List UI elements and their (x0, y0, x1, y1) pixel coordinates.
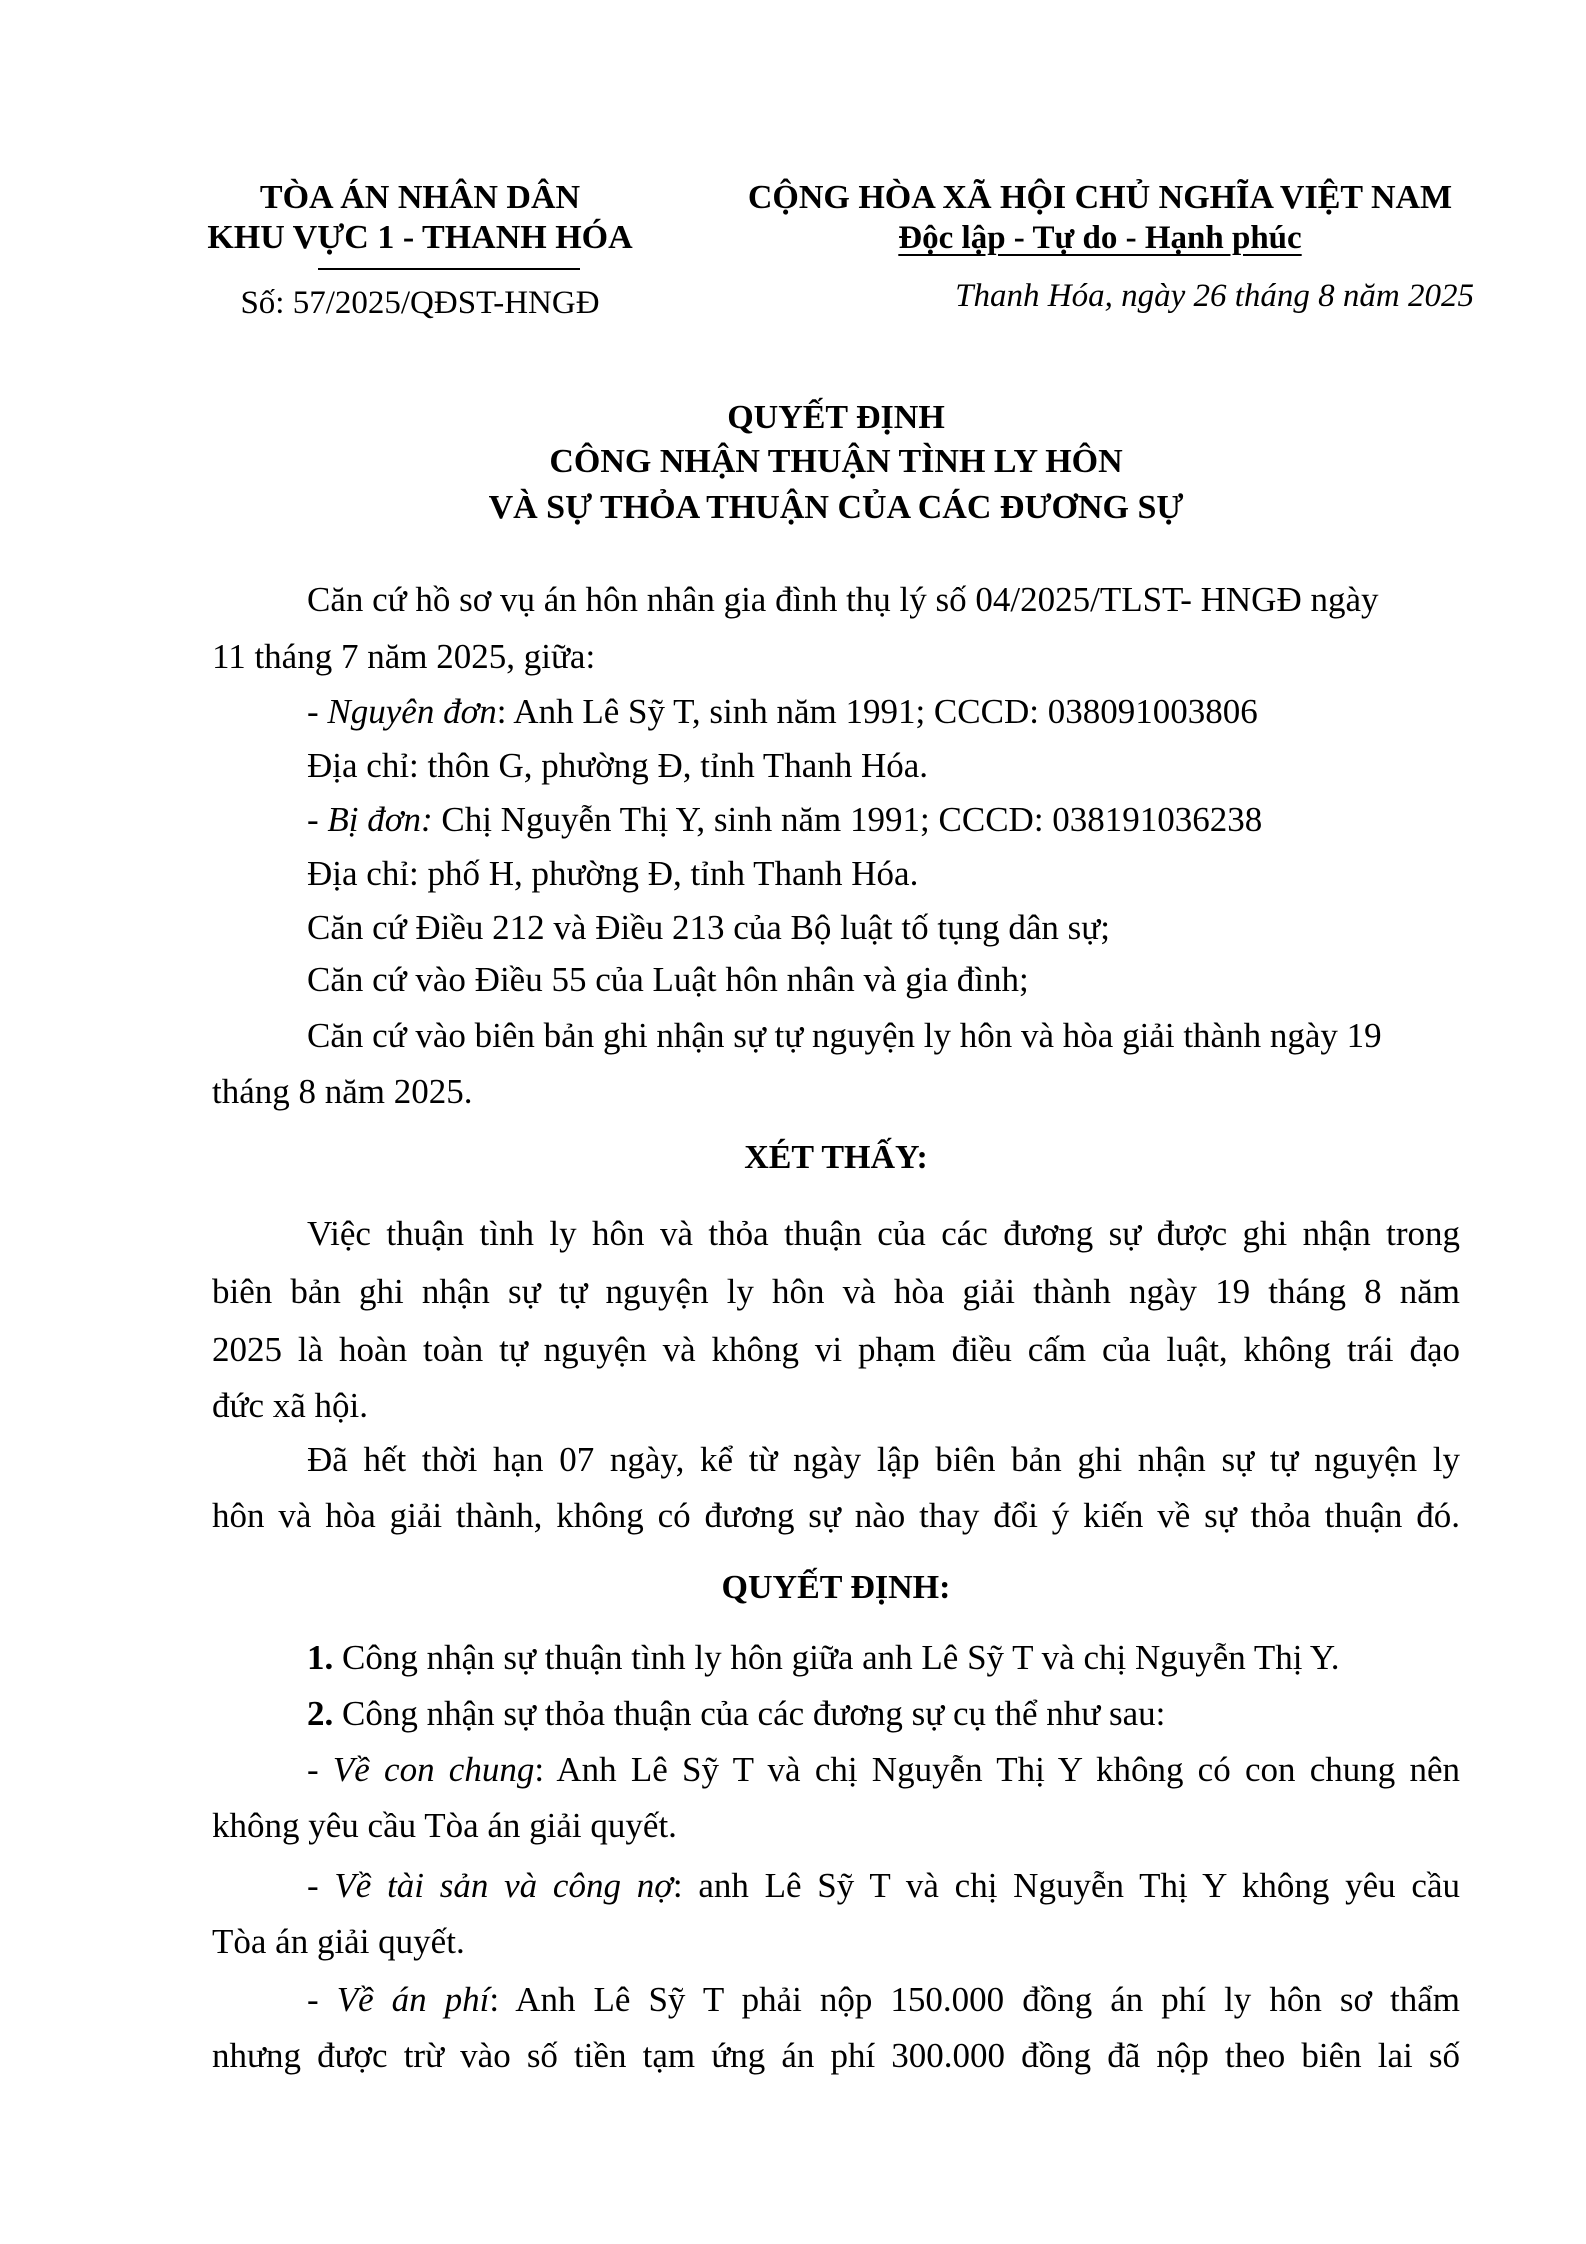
plaintiff-text: : Anh Lê Sỹ T, sinh năm 1991; CCCD: 038091003806 (496, 692, 1258, 731)
findings-heading: XÉT THẤY: (744, 1139, 928, 1176)
item1-text: Công nhận sự thuận tình ly hôn giữa anh Lê Sỹ T và chị Nguyễn Thị Y. (333, 1638, 1340, 1677)
fee-line1 (307, 1980, 1460, 2020)
findings-p2-line2: hôn và hòa giải thành, không có đương sự nào thay đổi ý kiến về sự thỏa thuận đó. (212, 1496, 1460, 1535)
defendant-prefix: - (307, 800, 328, 839)
defendant-text: Chị Nguyễn Thị Y, sinh năm 1991; CCCD: 038191036238 (432, 800, 1263, 839)
document-number: Số: 57/2025/QĐST-HNGĐ (240, 285, 600, 321)
plaintiff-prefix: - (307, 692, 328, 731)
assets-text: : anh Lê Sỹ T và chị Nguyễn Thị Y không yêu cầu (672, 1866, 1460, 1905)
fee-text: : Anh Lê Sỹ T phải nộp 150.000 đồng án phí ly hôn sơ thẩm (489, 1980, 1460, 2019)
children-prefix: - (307, 1750, 333, 1789)
children-line2: không yêu cầu Tòa án giải quyết. (212, 1806, 677, 1845)
record-basis-line2: tháng 8 năm 2025. (212, 1072, 473, 1111)
children-label: Về con chung (332, 1750, 535, 1789)
decision-heading: QUYẾT ĐỊNH: (721, 1569, 951, 1606)
law-basis-1: Căn cứ Điều 212 và Điều 213 của Bộ luật tố tụng dân sự; (307, 908, 1110, 947)
court-name-underline (318, 268, 580, 270)
assets-prefix: - (307, 1866, 335, 1905)
decision-item-1 (307, 1638, 1339, 1678)
court-name-line1: TÒA ÁN NHÂN DÂN (259, 179, 581, 216)
fee-prefix: - (307, 1980, 337, 2019)
plaintiff-line (307, 692, 1258, 732)
defendant-line (307, 800, 1262, 840)
place-date: Thanh Hóa, ngày 26 tháng 8 năm 2025 (955, 278, 1474, 314)
item2-text: Công nhận sự thỏa thuận của các đương sự cụ thể như sau: (333, 1694, 1166, 1733)
court-name-line2: KHU VỰC 1 - THANH HÓA (207, 219, 633, 256)
defendant-label: Bị đơn: (327, 800, 433, 839)
record-basis-line1: Căn cứ vào biên bản ghi nhận sự tự nguyện ly hôn và hòa giải thành ngày 19 (307, 1016, 1382, 1055)
fee-line2: nhưng được trừ vào số tiền tạm ứng án phí 300.000 đồng đã nộp theo biên lai số (212, 2036, 1460, 2075)
motto-text: Độc lập - Tự do - Hạnh phúc (898, 220, 1302, 256)
children-text: : Anh Lê Sỹ T và chị Nguyễn Thị Y không có con chung nên (534, 1750, 1461, 1789)
assets-line1 (307, 1866, 1460, 1906)
children-line1 (307, 1750, 1460, 1790)
law-basis-2: Căn cứ vào Điều 55 của Luật hôn nhân và gia đình; (307, 960, 1029, 999)
item2-number: 2. (307, 1694, 334, 1733)
findings-p2-line1: Đã hết thời hạn 07 ngày, kể từ ngày lập biên bản ghi nhận sự tự nguyện ly (307, 1440, 1460, 1479)
title-line1: QUYẾT ĐỊNH (727, 399, 945, 436)
case-basis-line2: 11 tháng 7 năm 2025, giữa: (212, 637, 596, 676)
plaintiff-address: Địa chỉ: thôn G, phường Đ, tỉnh Thanh Hóa. (307, 746, 929, 785)
defendant-address: Địa chỉ: phố H, phường Đ, tỉnh Thanh Hóa. (307, 854, 919, 893)
national-motto (720, 218, 1480, 258)
findings-p1-line1: Việc thuận tình ly hôn và thỏa thuận của các đương sự được ghi nhận trong (307, 1214, 1460, 1253)
assets-label: Về tài sản và công nợ (334, 1866, 673, 1905)
title-line3: VÀ SỰ THỎA THUẬN CỦA CÁC ĐƯƠNG SỰ (488, 489, 1184, 526)
country-name: CỘNG HÒA XÃ HỘI CHỦ NGHĨA VIỆT NAM (747, 179, 1453, 216)
findings-p1-line3: 2025 là hoàn toàn tự nguyện và không vi phạm điều cấm của luật, không trái đạo (212, 1330, 1460, 1369)
item1-number: 1. (307, 1638, 334, 1677)
decision-item-2 (307, 1694, 1165, 1734)
title-line2: CÔNG NHẬN THUẬN TÌNH LY HÔN (549, 443, 1123, 480)
fee-label: Về án phí (336, 1980, 490, 2019)
findings-p1-line4: đức xã hội. (212, 1386, 369, 1425)
plaintiff-label: Nguyên đơn (327, 692, 497, 731)
findings-p1-line2: biên bản ghi nhận sự tự nguyện ly hôn và hòa giải thành ngày 19 tháng 8 năm (212, 1272, 1460, 1311)
case-basis-line1: Căn cứ hồ sơ vụ án hôn nhân gia đình thụ lý số 04/2025/TLST- HNGĐ ngày (307, 580, 1379, 619)
assets-line2: Tòa án giải quyết. (212, 1922, 465, 1961)
